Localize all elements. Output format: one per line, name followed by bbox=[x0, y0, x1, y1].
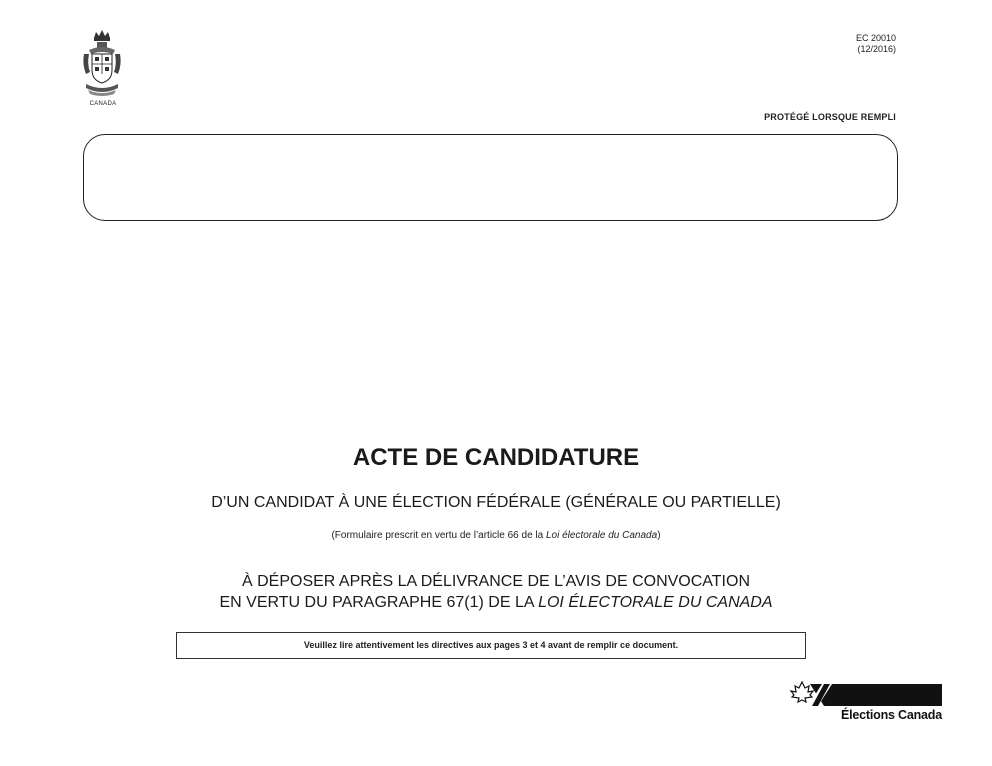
protected-label: PROTÉGÉ LORSQUE REMPLI bbox=[764, 112, 896, 122]
prescribed-suffix: ) bbox=[657, 530, 661, 541]
deposit-line-2-act: LOI ÉLECTORALE DU CANADA bbox=[538, 594, 773, 611]
form-code-block bbox=[856, 33, 896, 55]
crest-label: CANADA bbox=[89, 101, 117, 107]
form-revision: (12/2016) bbox=[857, 44, 896, 54]
coat-of-arms-icon bbox=[80, 28, 124, 98]
prescribed-note bbox=[0, 530, 992, 541]
page-subtitle: D’UN CANDIDAT À UNE ÉLECTION FÉDÉRALE (GÉNÉRALE OU PARTIELLE) bbox=[211, 494, 781, 511]
deposit-line-1: À DÉPOSER APRÈS LA DÉLIVRANCE DE L’AVIS DE CONVOCATION bbox=[242, 573, 750, 590]
page-title: ACTE DE CANDIDATURE bbox=[352, 444, 640, 471]
deposit-line-2 bbox=[0, 592, 992, 613]
prescribed-prefix: (Formulaire prescrit en vertu de l’article 66 de la bbox=[331, 530, 546, 541]
notice-box: Veuillez lire attentivement les directives aux pages 3 et 4 avant de remplir ce document. bbox=[176, 632, 806, 659]
elections-canada-logo-text: Élections Canada bbox=[841, 708, 942, 722]
prescribed-act: Loi électorale du Canada bbox=[545, 530, 658, 541]
deposit-line-2-prefix: EN VERTU DU PARAGRAPHE 67(1) DE LA bbox=[219, 594, 539, 611]
form-code: EC 20010 bbox=[855, 33, 896, 43]
deposit-instruction bbox=[0, 571, 992, 613]
top-entry-box[interactable] bbox=[83, 134, 898, 221]
